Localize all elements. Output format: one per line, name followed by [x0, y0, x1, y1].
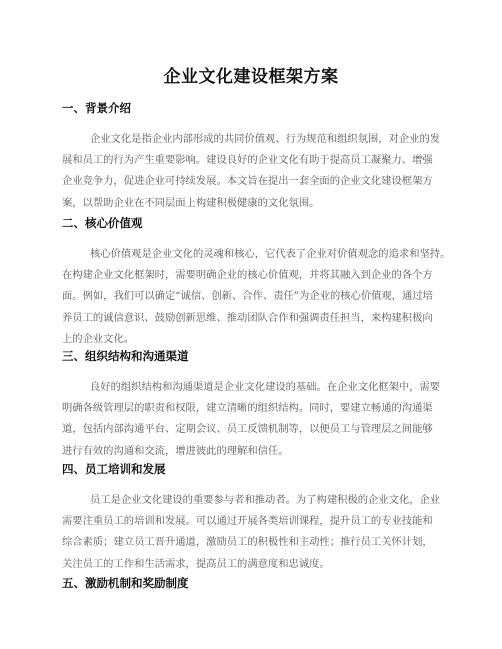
section-training	[62, 462, 442, 575]
text-line: 在构建企业文化框架时，需要明确企业的核心价值观，并将其融入到企业的各个方	[62, 269, 433, 282]
document-title: 企业文化建设框架方案	[163, 67, 339, 87]
text-line: 企业竞争力，促进企业可持续发展。本文旨在提出一套全面的企业文化建设框架方	[62, 175, 433, 188]
text-line: 养员工的诚信意识、鼓励创新思维、推动团队合作和强调责任担当，来构建积极向	[62, 311, 433, 324]
section-background	[62, 101, 442, 214]
text-line: 企业文化是指企业内部形成的共同价值观、行为规范和组织氛围，对企业的发	[90, 133, 441, 145]
text-line: 展和员工的行为产生重要影响。建设良好的企业文化有助于提高员工凝聚力、增强	[62, 154, 433, 167]
section-core-values	[62, 216, 451, 350]
text-line: 案，以帮助企业在不同层面上构建积极健康的文化氛围。	[62, 196, 320, 209]
text-line: 进行有效的沟通和交流，增进彼此的理解和信任。	[62, 444, 289, 457]
text-line: 上的企业文化。	[62, 332, 135, 345]
section-organization	[62, 349, 442, 462]
section-heading: 四、员工培训和发展	[62, 462, 166, 476]
text-line: 需要注重员工的培训和发展。可以通过开展各类培训课程，提升员工的专业技能和	[62, 515, 433, 528]
text-line: 关注员工的工作和生活需求，提高员工的满意度和忠诚度。	[62, 557, 330, 570]
text-line: 综合素质；建立员工晋升通道，激励员工的积极性和主动性；推行员工关怀计划，	[62, 536, 433, 549]
text-line: 核心价值观是企业文化的灵魂和核心，它代表了企业对价值观念的追求和坚持。	[90, 248, 451, 260]
section-heading: 一、背景介绍	[62, 101, 131, 115]
section-incentives	[62, 576, 442, 604]
text-line: 良好的组织结构和沟通渠道是企业文化建设的基础。在企业文化框架中，需要	[90, 381, 441, 393]
section-paragraph	[62, 377, 442, 462]
section-heading: 三、组织结构和沟通渠道	[62, 349, 189, 363]
section-heading: 五、激励机制和奖励制度	[62, 576, 189, 590]
section-paragraph	[62, 129, 442, 214]
section-paragraph	[62, 244, 451, 350]
section-paragraph	[62, 490, 442, 575]
text-line: 明确各级管理层的职责和权限，建立清晰的组织结构。同时，要建立畅通的沟通渠	[62, 402, 433, 415]
text-line: 面。例如，我们可以确定“诚信、创新、合作、责任”为企业的核心价值观，通过培	[62, 290, 433, 303]
text-line: 道，包括内部沟通平台、定期会议、员工反馈机制等，以便员工与管理层之间能够	[62, 423, 433, 436]
text-line: 员工是企业文化建设的重要参与者和推动者。为了构建积极的企业文化，企业	[90, 494, 441, 506]
section-heading: 二、核心价值观	[62, 216, 143, 230]
